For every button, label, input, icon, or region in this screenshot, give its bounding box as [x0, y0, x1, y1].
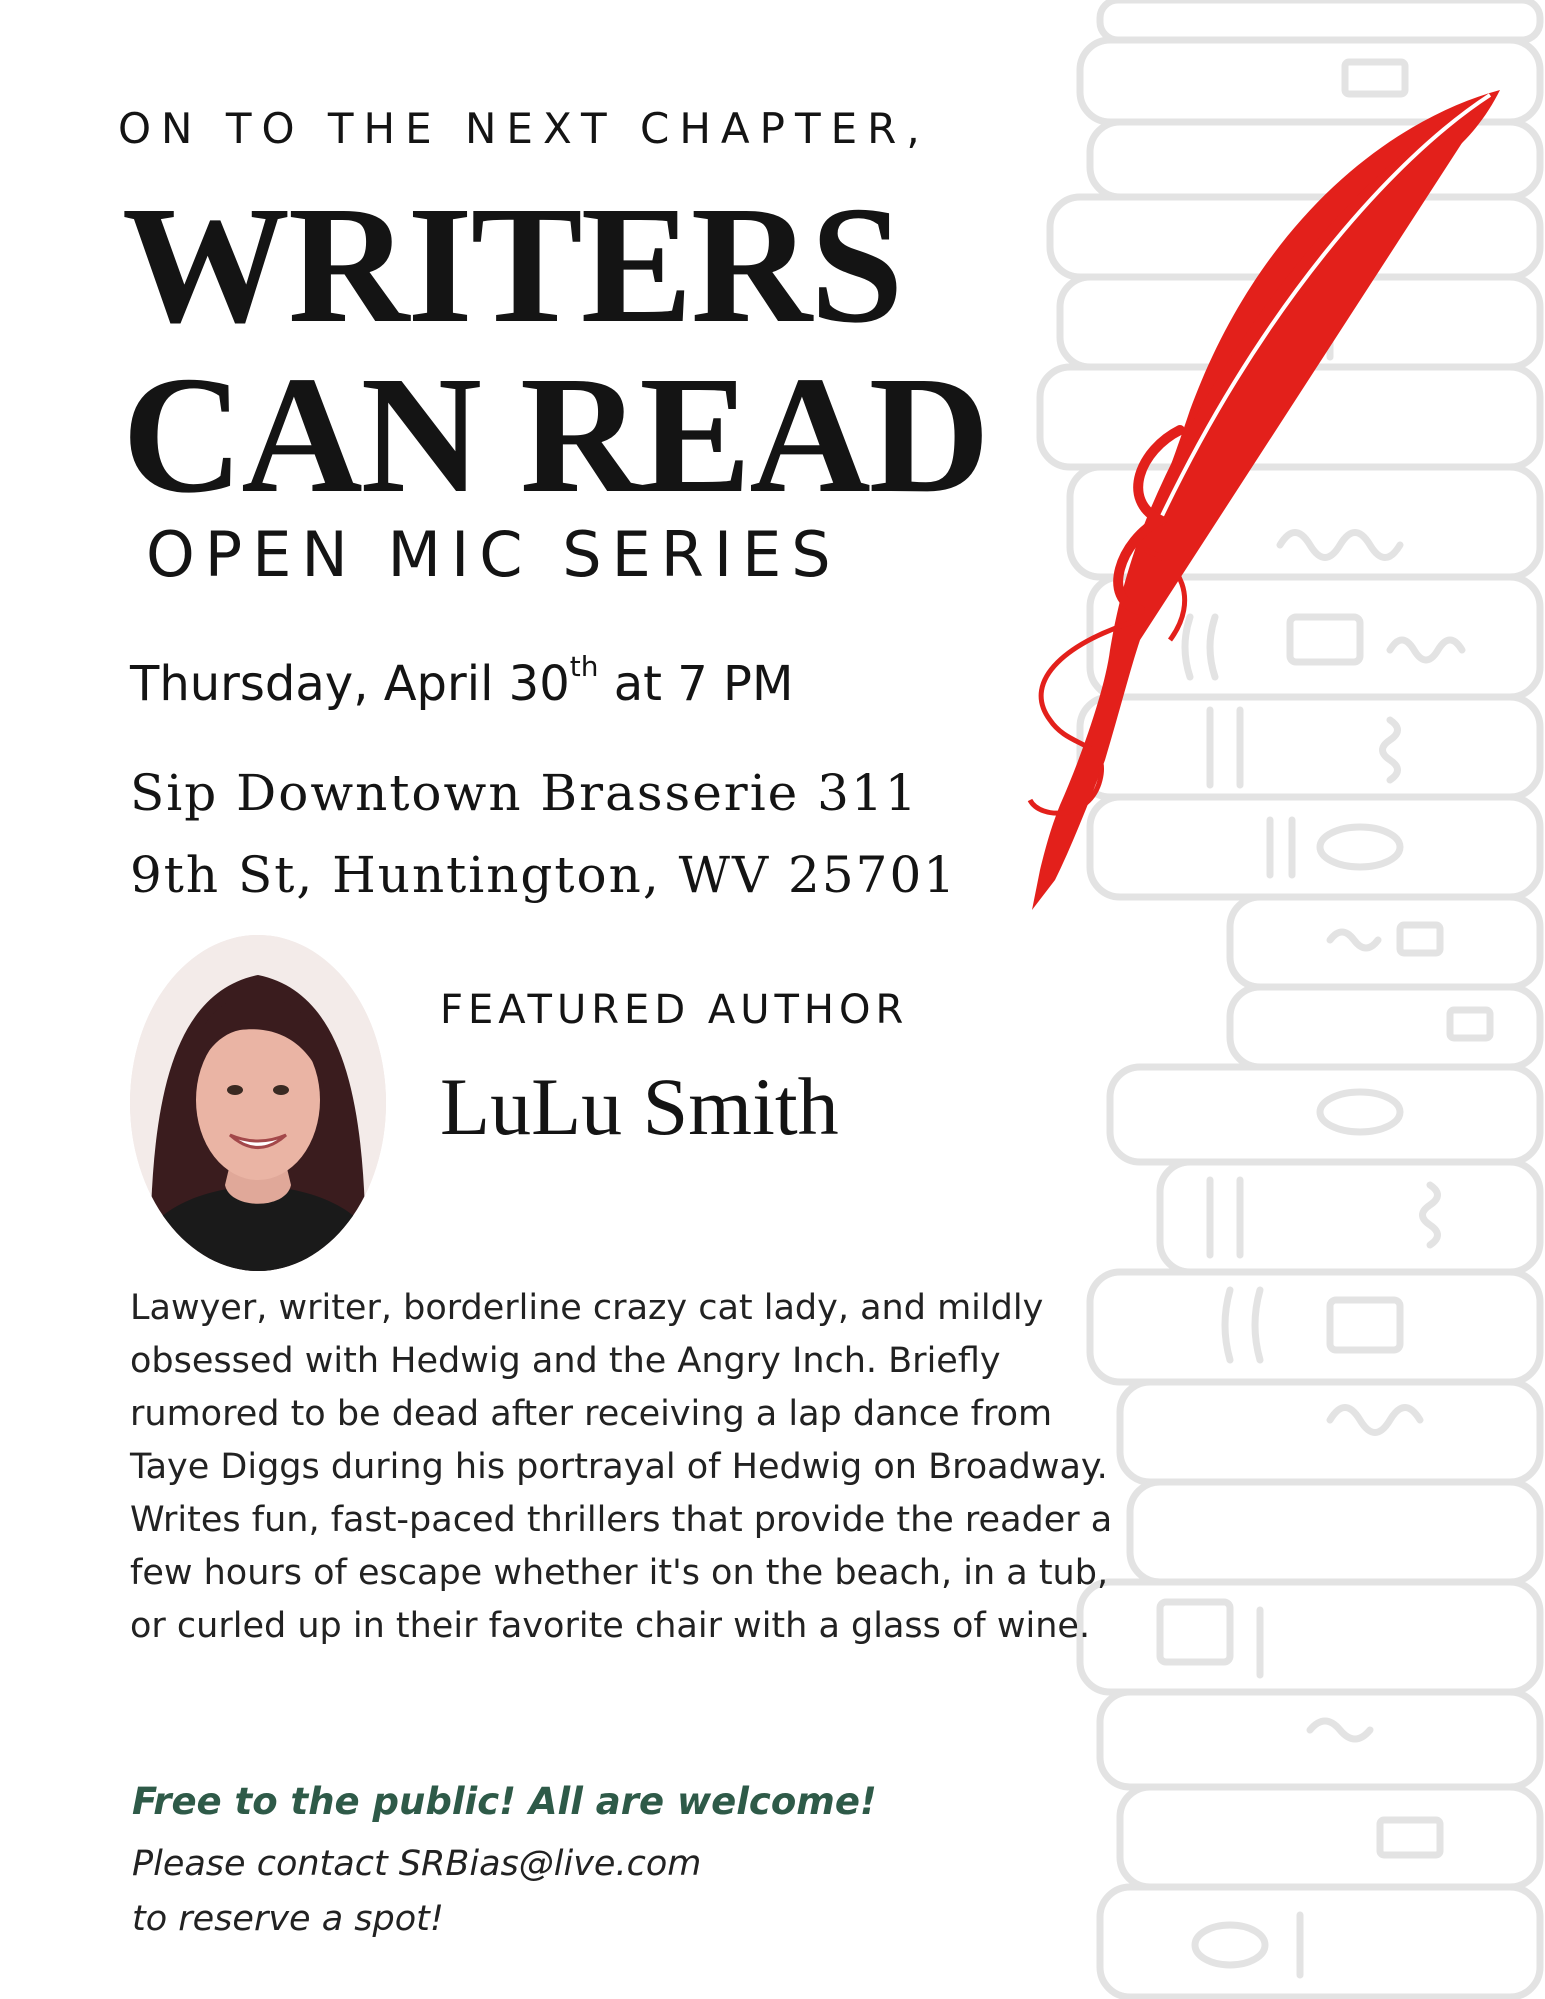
event-venue — [130, 752, 957, 916]
author-name: LuLu Smith — [440, 1061, 839, 1152]
page-title — [122, 172, 1022, 528]
title-line-1: WRITERS — [122, 172, 902, 358]
author-bio: Lawyer, writer, borderline crazy cat lady, and mildly obsessed with Hedwig and the Angry Inch. Briefly rumored to be dead after receiving a lap dance from Taye Diggs during his portrayal of Hedwig on Broadway. Writes fun, fast-paced thrillers that provide the reader a few hours of escape whether it's on the beach, in a tub, or curled up in their favorite chair with a glass of wine. — [130, 1288, 1113, 1646]
contact-line-2: to reserve a spot! — [132, 1899, 444, 1939]
author-photo — [130, 935, 386, 1271]
quill-pen-icon — [1010, 80, 1510, 940]
contact-info — [132, 1837, 701, 1947]
event-date: Thursday, April 30 — [130, 656, 570, 712]
event-time: at 7 PM — [598, 656, 794, 712]
venue-line-2: 9th St, Huntington, WV 25701 — [130, 846, 958, 904]
title-line-2: CAN READ — [122, 342, 988, 528]
venue-line-1: Sip Downtown Brasserie 311 — [130, 764, 919, 822]
date-ordinal: th — [569, 650, 599, 683]
event-datetime — [130, 650, 794, 712]
featured-author-label: FEATURED AUTHOR — [440, 987, 909, 1033]
series-subtitle: OPEN MIC SERIES — [146, 518, 841, 591]
kicker-text: ON TO THE NEXT CHAPTER, — [118, 104, 930, 153]
contact-line-1: Please contact SRBias@live.com — [132, 1844, 702, 1884]
free-admission-line: Free to the public! All are welcome! — [132, 1780, 877, 1823]
